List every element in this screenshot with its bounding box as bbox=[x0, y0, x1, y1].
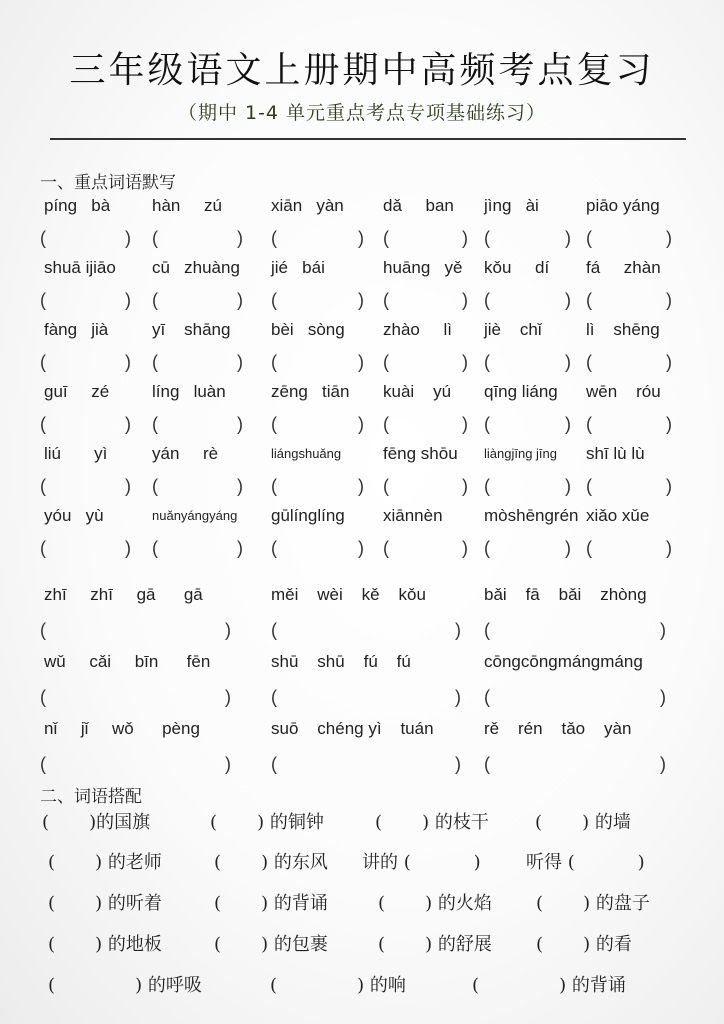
answer-blank-open[interactable]: ( bbox=[40, 290, 46, 310]
answer-blank-open[interactable]: ( bbox=[40, 687, 46, 707]
word-match-item[interactable]: ( )的国旗 bbox=[42, 812, 151, 833]
answer-blank-open[interactable]: ( bbox=[484, 620, 490, 640]
answer-blank-open[interactable]: ( bbox=[484, 290, 490, 310]
word-match-item[interactable]: ( ) 的背诵 bbox=[214, 893, 328, 914]
answer-blank-open[interactable]: ( bbox=[152, 414, 158, 434]
word-match-item[interactable]: ( ) 的背诵 bbox=[472, 975, 626, 996]
pinyin-prompt: gūlínglíng bbox=[271, 506, 345, 525]
pinyin-prompt: měi wèi kě kǒu bbox=[271, 585, 426, 604]
answer-blank-open[interactable]: ( bbox=[484, 687, 490, 707]
answer-blank-open[interactable]: ( bbox=[586, 290, 592, 310]
answer-blank-close: ) bbox=[125, 228, 131, 248]
word-match-item[interactable]: ( ) 的盘子 bbox=[536, 893, 650, 914]
pinyin-prompt: lì shēng bbox=[586, 320, 660, 339]
answer-blank-close: ) bbox=[358, 414, 364, 434]
pinyin-prompt: nuǎnyángyáng bbox=[152, 508, 238, 523]
pinyin-prompt: zhī zhī gā gā bbox=[44, 585, 203, 604]
pinyin-prompt: hàn zú bbox=[152, 196, 222, 215]
answer-blank-open[interactable]: ( bbox=[484, 228, 490, 248]
pinyin-prompt: yóu yù bbox=[44, 506, 104, 525]
answer-blank-open[interactable]: ( bbox=[484, 414, 490, 434]
word-match-item[interactable]: 讲的 ( ) bbox=[362, 852, 481, 873]
word-match-item[interactable]: ( ) 的老师 bbox=[48, 852, 162, 873]
answer-blank-close: ) bbox=[660, 754, 666, 774]
answer-blank-close: ) bbox=[237, 290, 243, 310]
answer-blank-open[interactable]: ( bbox=[271, 290, 277, 310]
pinyin-prompt: shī lù lù bbox=[586, 444, 645, 463]
answer-blank-open[interactable]: ( bbox=[40, 538, 46, 558]
pinyin-prompt: mòshēngrén bbox=[484, 506, 579, 525]
answer-blank-open[interactable]: ( bbox=[152, 228, 158, 248]
pinyin-prompt: yī shāng bbox=[152, 320, 231, 339]
word-match-item[interactable]: ( ) 的墙 bbox=[535, 812, 631, 833]
pinyin-prompt: liú yì bbox=[44, 444, 108, 463]
pinyin-prompt: suō chéng yì tuán bbox=[271, 719, 434, 738]
pinyin-prompt: kuài yú bbox=[383, 382, 452, 401]
word-match-item[interactable]: ( ) 的听着 bbox=[48, 893, 162, 914]
pinyin-prompt: jié bái bbox=[271, 258, 325, 277]
answer-blank-close: ) bbox=[565, 414, 571, 434]
pinyin-prompt: qīng liáng bbox=[484, 382, 558, 401]
word-match-item[interactable]: ( ) 的响 bbox=[270, 975, 406, 996]
pinyin-prompt: liángshuǎng bbox=[271, 446, 342, 461]
pinyin-prompt: jìng ài bbox=[484, 196, 539, 215]
pinyin-prompt: piāo yáng bbox=[586, 196, 660, 215]
answer-blank-open[interactable]: ( bbox=[152, 290, 158, 310]
answer-blank-close: ) bbox=[125, 352, 131, 372]
word-match-item[interactable]: ( ) 的舒展 bbox=[378, 934, 492, 955]
answer-blank-open[interactable]: ( bbox=[586, 228, 592, 248]
pinyin-prompt: xiǎo xǔe bbox=[586, 506, 650, 525]
answer-blank-close: ) bbox=[455, 754, 461, 774]
answer-blank-close: ) bbox=[358, 476, 364, 496]
answer-blank-open[interactable]: ( bbox=[40, 754, 46, 774]
pinyin-prompt: zēng tiān bbox=[271, 382, 350, 401]
answer-blank-open[interactable]: ( bbox=[271, 620, 277, 640]
answer-blank-open[interactable]: ( bbox=[383, 228, 389, 248]
pinyin-prompt: bǎi fā bǎi zhòng bbox=[484, 585, 647, 604]
word-match-item[interactable]: ( ) 的包裹 bbox=[214, 934, 328, 955]
answer-blank-open[interactable]: ( bbox=[383, 352, 389, 372]
answer-blank-close: ) bbox=[225, 620, 231, 640]
answer-blank-close: ) bbox=[462, 290, 468, 310]
answer-blank-close: ) bbox=[125, 538, 131, 558]
word-match-item[interactable]: ( ) 的看 bbox=[536, 934, 632, 955]
pinyin-prompt: zhào lì bbox=[383, 320, 452, 339]
answer-blank-open[interactable]: ( bbox=[40, 620, 46, 640]
pinyin-prompt: cōngcōngmángmáng bbox=[484, 652, 643, 671]
page-title: 三年级语文上册期中高频考点复习 bbox=[69, 50, 655, 91]
answer-blank-close: ) bbox=[666, 476, 672, 496]
pinyin-prompt: fá zhàn bbox=[586, 258, 661, 277]
answer-blank-open[interactable]: ( bbox=[484, 754, 490, 774]
pinyin-prompt: guī zé bbox=[44, 382, 110, 401]
answer-blank-open[interactable]: ( bbox=[271, 414, 277, 434]
answer-blank-open[interactable]: ( bbox=[271, 538, 277, 558]
answer-blank-close: ) bbox=[666, 538, 672, 558]
answer-blank-open[interactable]: ( bbox=[383, 414, 389, 434]
answer-blank-open[interactable]: ( bbox=[271, 754, 277, 774]
answer-blank-open[interactable]: ( bbox=[40, 414, 46, 434]
answer-blank-close: ) bbox=[660, 687, 666, 707]
answer-blank-close: ) bbox=[225, 754, 231, 774]
answer-blank-open[interactable]: ( bbox=[383, 290, 389, 310]
word-match-item[interactable]: 听得 ( ) bbox=[526, 852, 645, 873]
pinyin-prompt: jiè chǐ bbox=[484, 320, 542, 339]
answer-blank-close: ) bbox=[462, 228, 468, 248]
pinyin-prompt: cū zhuàng bbox=[152, 258, 240, 277]
answer-blank-close: ) bbox=[666, 414, 672, 434]
answer-blank-open[interactable]: ( bbox=[484, 476, 490, 496]
answer-blank-close: ) bbox=[565, 538, 571, 558]
answer-blank-open[interactable]: ( bbox=[383, 476, 389, 496]
answer-blank-close: ) bbox=[125, 476, 131, 496]
pinyin-prompt: wēn róu bbox=[586, 382, 661, 401]
answer-blank-open[interactable]: ( bbox=[586, 352, 592, 372]
answer-blank-open[interactable]: ( bbox=[586, 476, 592, 496]
pinyin-prompt: rě rén tǎo yàn bbox=[484, 719, 632, 738]
answer-blank-close: ) bbox=[237, 414, 243, 434]
pinyin-prompt: nǐ jǐ wǒ pèng bbox=[44, 719, 200, 738]
pinyin-prompt: wǔ cǎi bīn fēn bbox=[44, 652, 211, 671]
answer-blank-close: ) bbox=[462, 538, 468, 558]
answer-blank-close: ) bbox=[237, 228, 243, 248]
title-divider bbox=[50, 138, 686, 140]
answer-blank-open[interactable]: ( bbox=[271, 687, 277, 707]
page-subtitle: （期中 1-4 单元重点考点专项基础练习） bbox=[177, 102, 547, 124]
pinyin-prompt: dǎ ban bbox=[383, 196, 454, 215]
pinyin-prompt: kǒu dí bbox=[484, 258, 550, 277]
answer-blank-open[interactable]: ( bbox=[40, 476, 46, 496]
answer-blank-close: ) bbox=[237, 476, 243, 496]
word-match-item[interactable]: ( ) 的枝干 bbox=[375, 812, 489, 833]
answer-blank-close: ) bbox=[455, 687, 461, 707]
pinyin-prompt: yán rè bbox=[152, 444, 219, 463]
answer-blank-close: ) bbox=[666, 352, 672, 372]
pinyin-prompt: xiān yàn bbox=[271, 196, 344, 215]
answer-blank-close: ) bbox=[358, 538, 364, 558]
word-match-item[interactable]: ( ) 的呼吸 bbox=[48, 975, 202, 996]
answer-blank-close: ) bbox=[225, 687, 231, 707]
answer-blank-close: ) bbox=[455, 620, 461, 640]
answer-blank-open[interactable]: ( bbox=[586, 538, 592, 558]
answer-blank-open[interactable]: ( bbox=[271, 228, 277, 248]
pinyin-prompt: bèi sòng bbox=[271, 320, 345, 339]
answer-blank-open[interactable]: ( bbox=[484, 538, 490, 558]
answer-blank-open[interactable]: ( bbox=[271, 476, 277, 496]
section-heading-vocabulary: 一、重点词语默写 bbox=[40, 173, 176, 193]
pinyin-prompt: píng bà bbox=[44, 196, 111, 215]
pinyin-prompt: fēng shōu bbox=[383, 444, 458, 463]
answer-blank-close: ) bbox=[125, 414, 131, 434]
pinyin-prompt: fàng jià bbox=[44, 320, 109, 339]
answer-blank-open[interactable]: ( bbox=[586, 414, 592, 434]
answer-blank-close: ) bbox=[125, 290, 131, 310]
pinyin-prompt: líng luàn bbox=[152, 382, 226, 401]
answer-blank-open[interactable]: ( bbox=[152, 538, 158, 558]
answer-blank-close: ) bbox=[565, 228, 571, 248]
answer-blank-close: ) bbox=[462, 414, 468, 434]
answer-blank-open[interactable]: ( bbox=[40, 352, 46, 372]
answer-blank-close: ) bbox=[237, 538, 243, 558]
word-match-item[interactable]: ( ) 的东风 bbox=[214, 852, 328, 873]
answer-blank-close: ) bbox=[237, 352, 243, 372]
answer-blank-close: ) bbox=[462, 352, 468, 372]
answer-blank-open[interactable]: ( bbox=[383, 538, 389, 558]
answer-blank-close: ) bbox=[565, 352, 571, 372]
answer-blank-close: ) bbox=[666, 228, 672, 248]
answer-blank-open[interactable]: ( bbox=[271, 352, 277, 372]
pinyin-prompt: shū shū fú fú bbox=[271, 652, 411, 671]
answer-blank-open[interactable]: ( bbox=[484, 352, 490, 372]
answer-blank-open[interactable]: ( bbox=[152, 476, 158, 496]
answer-blank-close: ) bbox=[358, 290, 364, 310]
answer-blank-open[interactable]: ( bbox=[152, 352, 158, 372]
answer-blank-close: ) bbox=[358, 352, 364, 372]
section-heading-matching: 二、词语搭配 bbox=[40, 787, 142, 807]
word-match-item[interactable]: ( ) 的火焰 bbox=[378, 893, 492, 914]
pinyin-prompt: liàngjīng jīng bbox=[484, 446, 557, 461]
answer-blank-close: ) bbox=[462, 476, 468, 496]
answer-blank-close: ) bbox=[565, 476, 571, 496]
pinyin-prompt: huāng yě bbox=[383, 258, 463, 277]
answer-blank-open[interactable]: ( bbox=[40, 228, 46, 248]
pinyin-prompt: shuā ijiāo bbox=[44, 258, 116, 277]
pinyin-prompt: xiānnèn bbox=[383, 506, 443, 525]
answer-blank-close: ) bbox=[565, 290, 571, 310]
answer-blank-close: ) bbox=[666, 290, 672, 310]
word-match-item[interactable]: ( ) 的铜钟 bbox=[210, 812, 324, 833]
answer-blank-close: ) bbox=[358, 228, 364, 248]
word-match-item[interactable]: ( ) 的地板 bbox=[48, 934, 162, 955]
answer-blank-close: ) bbox=[660, 620, 666, 640]
